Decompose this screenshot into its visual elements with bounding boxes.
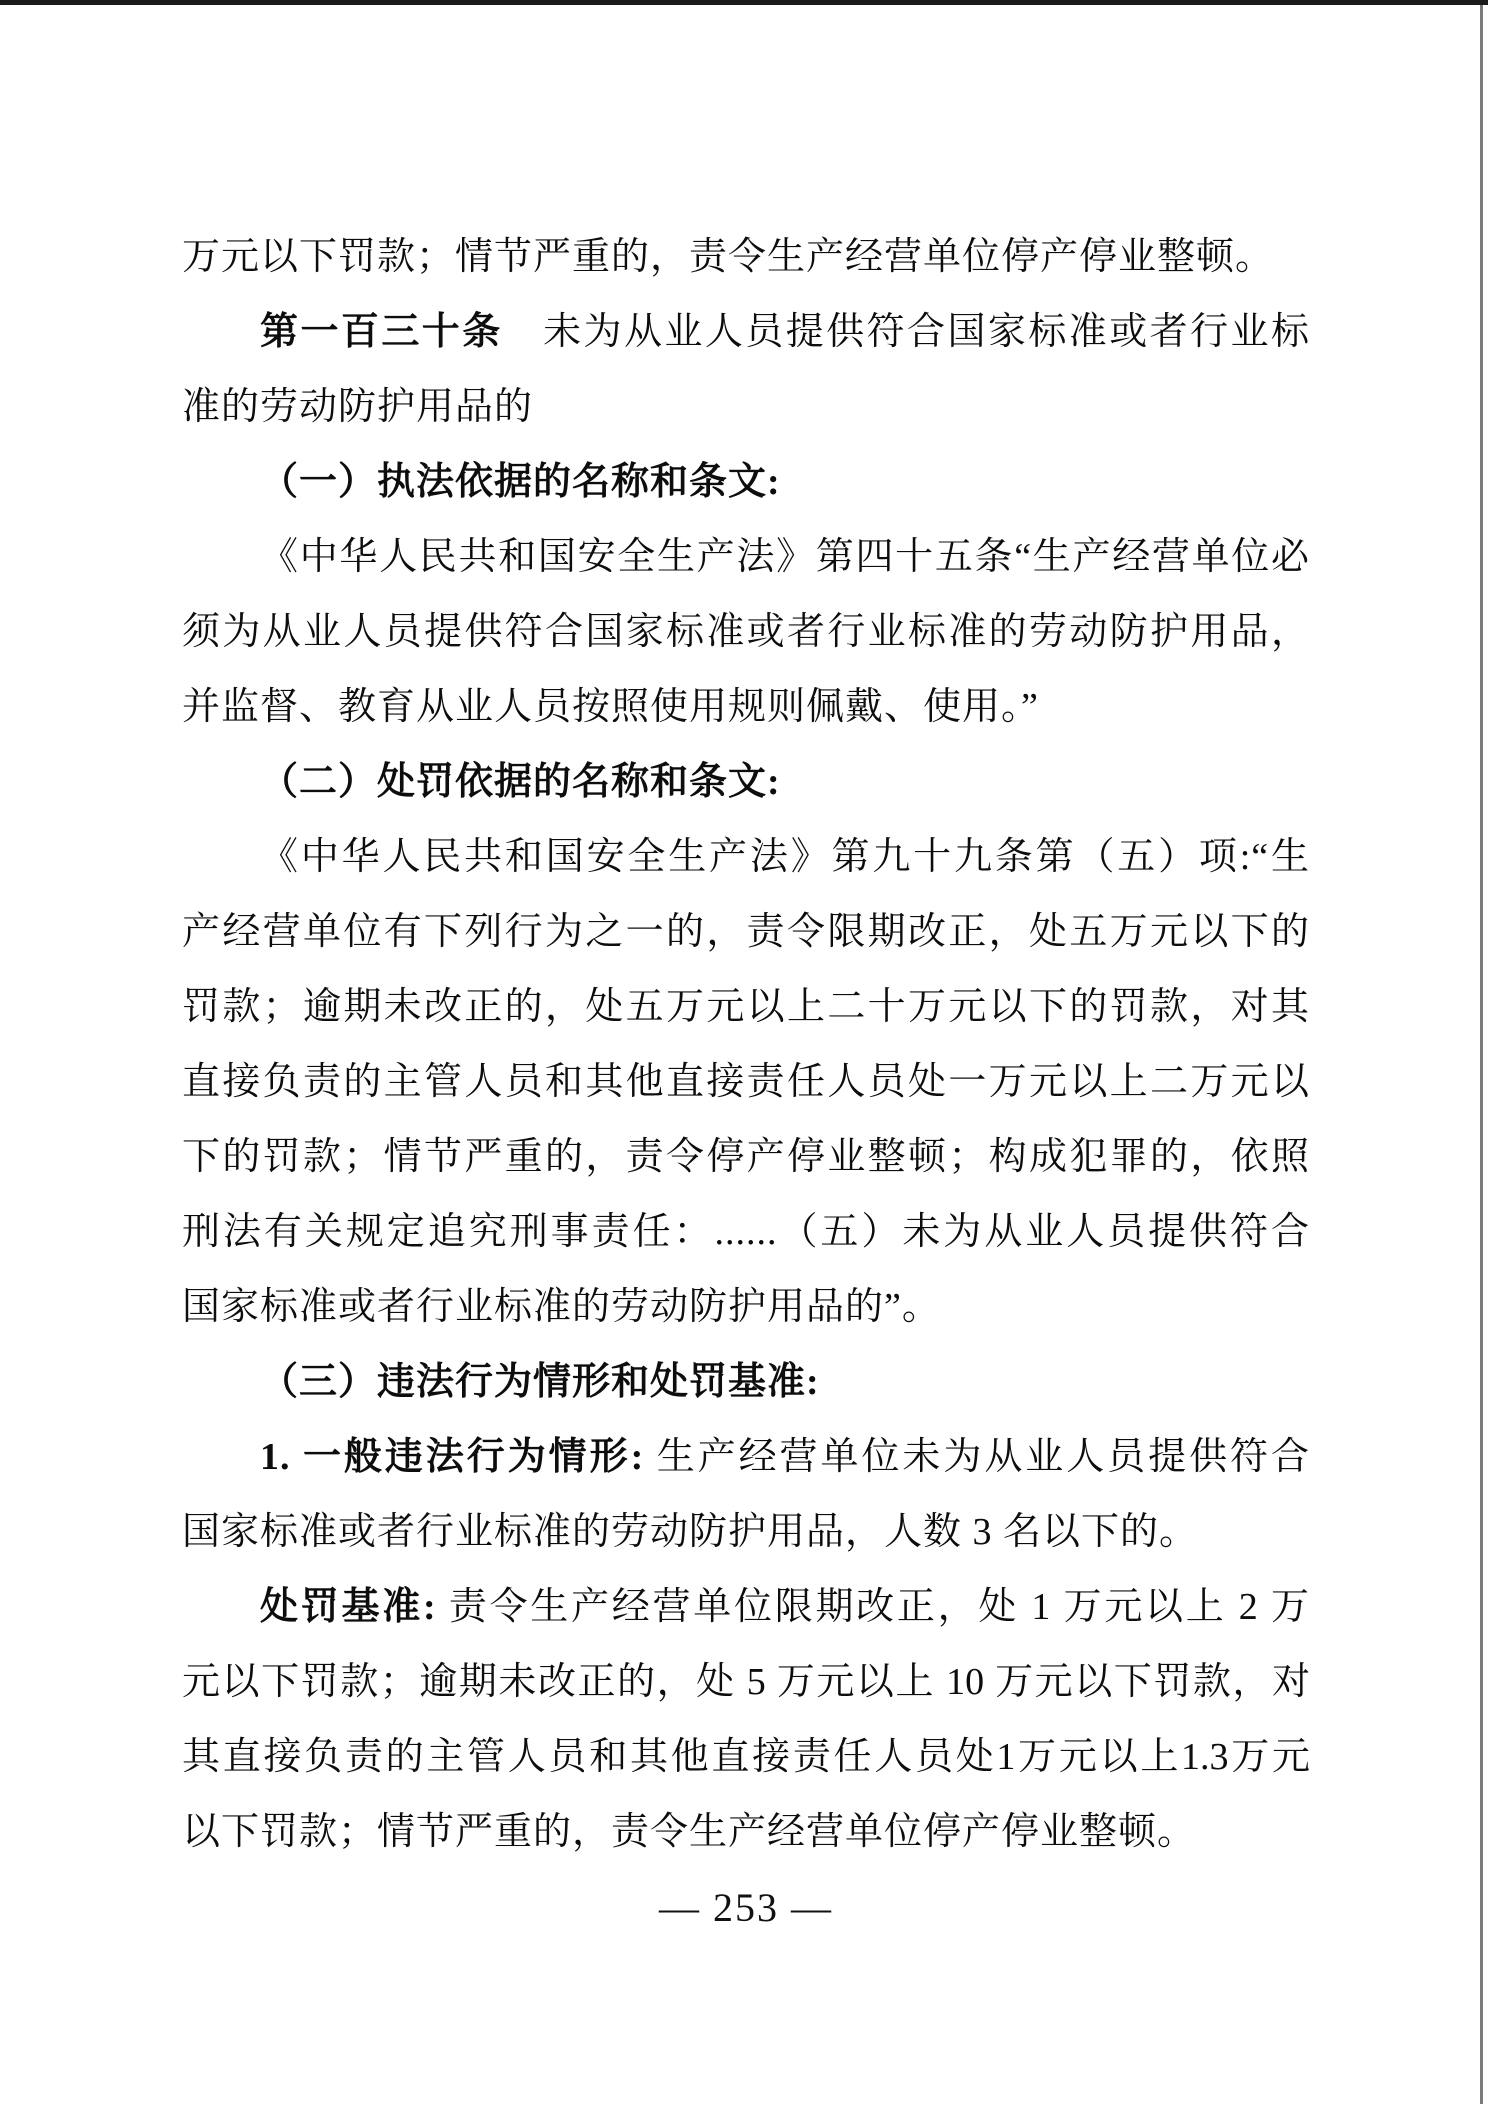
text-run: 直接负责的主管人员和其他直接责任人员处一万元以上二万元以	[182, 1061, 1310, 1103]
bold-text-run: 第一百三十条	[260, 311, 503, 353]
text-line	[182, 895, 1310, 970]
page-top-border	[0, 0, 1488, 5]
text-lines-container	[182, 220, 1310, 1870]
text-run: 国家标准或者行业标准的劳动防护用品，人数 3 名以下的。	[182, 1511, 1199, 1553]
text-line	[182, 295, 1310, 370]
page-number: — 253 —	[659, 1885, 833, 1930]
bold-text-run: 1. 一般违法行为情形:	[260, 1436, 645, 1478]
text-run: 未为从业人员提供符合国家标准或者行业标	[502, 311, 1310, 353]
text-line	[182, 1495, 1310, 1570]
text-run: 准的劳动防护用品的	[182, 386, 534, 428]
text-line	[182, 670, 1310, 745]
text-run: 《中华人民共和国安全生产法》第四十五条“生产经营单位必	[260, 536, 1310, 578]
text-run: 其直接负责的主管人员和其他直接责任人员处1万元以上1.3万元	[182, 1736, 1310, 1778]
text-line	[182, 1645, 1310, 1720]
page-right-border	[1480, 5, 1483, 2104]
text-run: 须为从业人员提供符合国家标准或者行业标准的劳动防护用品，	[182, 611, 1310, 653]
document-body	[182, 220, 1310, 1945]
text-run: 并监督、教育从业人员按照使用规则佩戴、使用。”	[182, 686, 1039, 728]
text-run: 刑法有关规定追究刑事责任：......（五）未为从业人员提供符合	[182, 1211, 1310, 1253]
text-run: 下的罚款；情节严重的，责令停产停业整顿；构成犯罪的，依照	[182, 1136, 1310, 1178]
text-line	[182, 970, 1310, 1045]
bold-text-run: （一）执法依据的名称和条文:	[260, 461, 781, 503]
bold-text-run: （二）处罚依据的名称和条文:	[260, 761, 781, 803]
text-run: 罚款；逾期未改正的，处五万元以上二十万元以下的罚款，对其	[182, 986, 1310, 1028]
text-line	[182, 1420, 1310, 1495]
text-line	[182, 1570, 1310, 1645]
text-line	[182, 370, 1310, 445]
text-line	[182, 595, 1310, 670]
text-run: 生产经营单位未为从业人员提供符合	[644, 1436, 1310, 1478]
text-run: 万元以下罚款；情节严重的，责令生产经营单位停产停业整顿。	[182, 236, 1275, 278]
text-line	[182, 820, 1310, 895]
text-run: 产经营单位有下列行为之一的，责令限期改正，处五万元以下的	[182, 911, 1310, 953]
text-line	[182, 520, 1310, 595]
text-line	[182, 745, 1310, 820]
text-run: 《中华人民共和国安全生产法》第九十九条第（五）项:“生	[260, 836, 1310, 878]
text-line	[182, 1345, 1310, 1420]
bold-text-run: （三）违法行为情形和处罚基准:	[260, 1361, 820, 1403]
text-line	[182, 1795, 1310, 1870]
text-line	[182, 1195, 1310, 1270]
bold-text-run: 处罚基准:	[260, 1586, 437, 1628]
text-line	[182, 220, 1310, 295]
text-run: 国家标准或者行业标准的劳动防护用品的”。	[182, 1286, 941, 1328]
text-line	[182, 445, 1310, 520]
text-line	[182, 1045, 1310, 1120]
text-line	[182, 1720, 1310, 1795]
text-line	[182, 1270, 1310, 1345]
text-run: 责令生产经营单位限期改正，处 1 万元以上 2 万	[436, 1586, 1310, 1628]
text-line	[182, 1120, 1310, 1195]
text-run: 以下罚款；情节严重的，责令生产经营单位停产停业整顿。	[182, 1811, 1197, 1853]
text-run: 元以下罚款；逾期未改正的，处 5 万元以上 10 万元以下罚款，对	[182, 1661, 1310, 1703]
